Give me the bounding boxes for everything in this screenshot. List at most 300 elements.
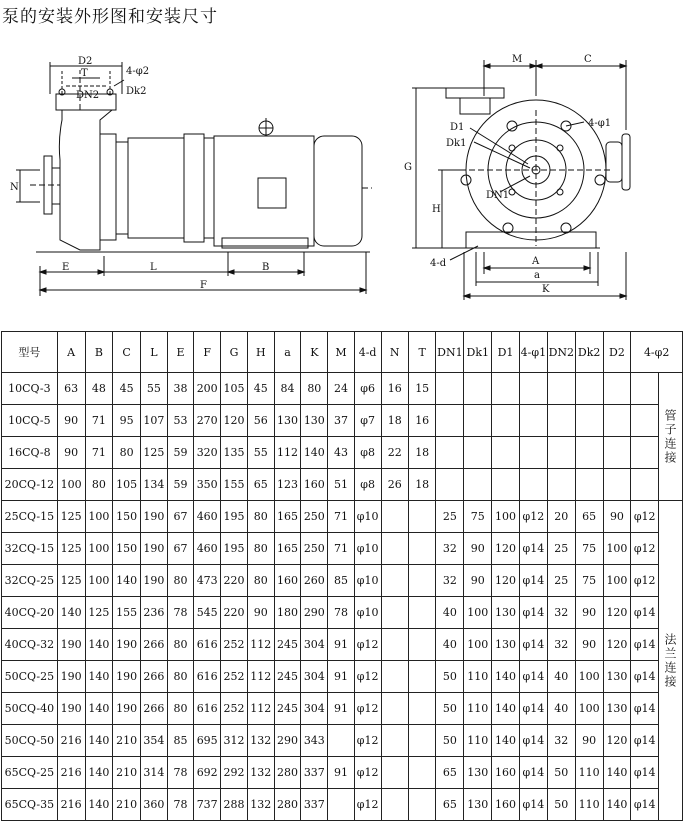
table-cell <box>328 789 355 821</box>
table-cell <box>603 469 631 501</box>
table-cell: 65 <box>247 469 274 501</box>
table-cell <box>436 437 464 469</box>
table-cell: 130 <box>301 405 328 437</box>
table-cell: 91 <box>328 757 355 789</box>
table-cell: 80 <box>247 565 274 597</box>
table-cell: φ6 <box>354 373 381 405</box>
table-cell: φ7 <box>354 405 381 437</box>
table-cell: 32CQ-25 <box>2 565 58 597</box>
table-cell: 160 <box>492 789 520 821</box>
table-cell: 304 <box>301 629 328 661</box>
label-b: B <box>262 262 270 273</box>
table-cell: 112 <box>247 693 274 725</box>
table-cell: 75 <box>575 533 603 565</box>
table-cell <box>381 693 408 725</box>
table-cell: 120 <box>492 533 520 565</box>
table-cell <box>436 405 464 437</box>
table-cell: 460 <box>194 501 221 533</box>
table-cell: 140 <box>492 725 520 757</box>
table-cell <box>492 469 520 501</box>
table-cell: 190 <box>141 565 168 597</box>
table-cell: 155 <box>221 469 248 501</box>
table-cell: 312 <box>221 725 248 757</box>
table-cell: φ14 <box>631 629 659 661</box>
table-cell: 100 <box>575 661 603 693</box>
table-cell: φ14 <box>519 533 547 565</box>
header-dk1: Dk1 <box>464 332 492 373</box>
table-cell: 110 <box>575 757 603 789</box>
table-cell: 100 <box>85 565 113 597</box>
table-cell: 100 <box>85 533 113 565</box>
end-view-labels <box>404 54 611 295</box>
table-cell: 71 <box>328 501 355 533</box>
table-cell: 210 <box>113 725 141 757</box>
table-cell: 130 <box>464 789 492 821</box>
table-row <box>2 693 683 725</box>
table-cell: 132 <box>247 757 274 789</box>
label-n: N <box>10 182 19 193</box>
table-cell: 90 <box>57 437 85 469</box>
header-a: A <box>57 332 85 373</box>
table-cell: 545 <box>194 597 221 629</box>
table-cell: 65 <box>436 789 464 821</box>
table-cell: 91 <box>328 661 355 693</box>
table-cell <box>575 469 603 501</box>
table-cell: 32CQ-15 <box>2 533 58 565</box>
table-cell: 50 <box>436 725 464 757</box>
table-row <box>2 661 683 693</box>
table-cell: 110 <box>464 693 492 725</box>
table-cell: φ14 <box>631 597 659 629</box>
table-cell: 125 <box>57 533 85 565</box>
label-a-upper: A <box>532 256 540 267</box>
table-cell: 40 <box>547 693 575 725</box>
table-cell <box>408 661 435 693</box>
table-cell: 71 <box>85 405 113 437</box>
table-cell: φ12 <box>354 725 381 757</box>
table-cell <box>381 501 408 533</box>
table-cell: 78 <box>167 757 194 789</box>
table-cell: 737 <box>194 789 221 821</box>
table-cell: 25 <box>436 501 464 533</box>
table-cell: 245 <box>274 693 301 725</box>
table-cell <box>381 661 408 693</box>
table-cell: 160 <box>492 757 520 789</box>
table-cell: 195 <box>221 501 248 533</box>
table-cell <box>408 725 435 757</box>
table-cell: 80 <box>167 661 194 693</box>
table-cell: 10CQ-3 <box>2 373 58 405</box>
table-cell: 50 <box>436 693 464 725</box>
table-cell <box>631 373 659 405</box>
table-row <box>2 437 683 469</box>
table-cell <box>575 373 603 405</box>
table-cell: φ12 <box>354 661 381 693</box>
table-cell: 90 <box>575 629 603 661</box>
table-cell: 25 <box>547 533 575 565</box>
table-cell: 100 <box>57 469 85 501</box>
table-cell: 90 <box>464 565 492 597</box>
table-body <box>2 373 683 821</box>
label-l: L <box>150 262 157 273</box>
table-cell: 304 <box>301 693 328 725</box>
table-cell: 140 <box>603 757 631 789</box>
table-cell: 292 <box>221 757 248 789</box>
table-cell: 50 <box>547 789 575 821</box>
table-cell: 130 <box>603 661 631 693</box>
table-cell: 314 <box>141 757 168 789</box>
table-cell: 210 <box>113 789 141 821</box>
table-cell <box>492 405 520 437</box>
table-cell: 40CQ-32 <box>2 629 58 661</box>
label-d2: D2 <box>78 56 93 67</box>
table-cell: 120 <box>221 405 248 437</box>
table-cell: φ10 <box>354 501 381 533</box>
table-cell: 80 <box>85 469 113 501</box>
table-cell: 160 <box>274 565 301 597</box>
table-cell: 130 <box>492 629 520 661</box>
table-cell: 165 <box>274 501 301 533</box>
table-cell: φ12 <box>631 565 659 597</box>
header-d2: D2 <box>603 332 631 373</box>
table-cell: 112 <box>247 661 274 693</box>
table-cell: 24 <box>328 373 355 405</box>
table-cell: φ14 <box>631 725 659 757</box>
table-cell <box>631 469 659 501</box>
table-cell: 91 <box>328 629 355 661</box>
table-cell: 78 <box>167 597 194 629</box>
table-cell: 216 <box>57 725 85 757</box>
table-cell <box>408 693 435 725</box>
table-cell: 59 <box>167 437 194 469</box>
side-view <box>16 62 372 296</box>
table-cell <box>436 373 464 405</box>
table-header-row <box>2 332 683 373</box>
table-cell: 75 <box>575 565 603 597</box>
table-cell: 110 <box>575 789 603 821</box>
table-cell: 100 <box>464 629 492 661</box>
table-cell: 280 <box>274 757 301 789</box>
installation-dimension-table <box>1 331 683 821</box>
table-cell: 140 <box>603 789 631 821</box>
table-cell: 616 <box>194 661 221 693</box>
table-cell: φ8 <box>354 469 381 501</box>
table-cell: 50 <box>436 661 464 693</box>
table-cell <box>603 373 631 405</box>
table-cell: 616 <box>194 693 221 725</box>
table-cell: 40 <box>547 661 575 693</box>
label-c: C <box>584 54 592 65</box>
table-cell: 15 <box>408 373 435 405</box>
table-cell: 692 <box>194 757 221 789</box>
table-cell: 18 <box>381 405 408 437</box>
table-cell <box>381 565 408 597</box>
table-cell: 190 <box>141 533 168 565</box>
table-cell: 130 <box>464 757 492 789</box>
header-h: H <box>247 332 274 373</box>
table-cell <box>547 373 575 405</box>
side-view-labels <box>10 56 269 291</box>
table-cell: 266 <box>141 693 168 725</box>
table-cell: 134 <box>141 469 168 501</box>
table-cell: 350 <box>194 469 221 501</box>
table-cell: 85 <box>328 565 355 597</box>
table-cell: 50CQ-50 <box>2 725 58 757</box>
table-cell: 78 <box>167 789 194 821</box>
table-cell: 245 <box>274 661 301 693</box>
table-cell: 190 <box>57 629 85 661</box>
table-cell: 65CQ-35 <box>2 789 58 821</box>
header-4-d: 4-d <box>354 332 381 373</box>
table-cell: 65CQ-25 <box>2 757 58 789</box>
table-cell: 140 <box>492 661 520 693</box>
table-cell: 80 <box>301 373 328 405</box>
header-d1: D1 <box>492 332 520 373</box>
label-t: T <box>81 68 88 79</box>
table-cell: 40 <box>436 629 464 661</box>
table-cell: 165 <box>274 533 301 565</box>
connection-label-flange: 法兰连接 <box>659 501 683 821</box>
table-cell: 75 <box>464 501 492 533</box>
header-dk2: Dk2 <box>575 332 603 373</box>
table-cell: 51 <box>328 469 355 501</box>
table-cell: 50 <box>547 757 575 789</box>
table-cell: 132 <box>247 789 274 821</box>
table-cell: 100 <box>603 565 631 597</box>
table-cell: 250 <box>301 533 328 565</box>
table-cell: φ12 <box>354 789 381 821</box>
table-cell: 56 <box>247 405 274 437</box>
table-cell: 38 <box>167 373 194 405</box>
table-cell: 288 <box>221 789 248 821</box>
table-cell <box>381 789 408 821</box>
table-cell: 150 <box>113 533 141 565</box>
label-d1: D1 <box>450 122 465 133</box>
table-cell: 123 <box>274 469 301 501</box>
table-cell: φ14 <box>631 789 659 821</box>
table-cell: 354 <box>141 725 168 757</box>
table-cell <box>408 501 435 533</box>
table-cell: 140 <box>57 597 85 629</box>
table-cell: 78 <box>328 597 355 629</box>
table-cell: 32 <box>547 725 575 757</box>
table-cell: 105 <box>113 469 141 501</box>
table-cell: 190 <box>113 693 141 725</box>
table-cell: 473 <box>194 565 221 597</box>
table-cell: 84 <box>274 373 301 405</box>
table-row <box>2 405 683 437</box>
table-cell: 130 <box>603 693 631 725</box>
table-cell: 40CQ-20 <box>2 597 58 629</box>
table-cell: φ14 <box>519 725 547 757</box>
table-cell: 252 <box>221 661 248 693</box>
table-cell: 460 <box>194 533 221 565</box>
table-cell: 80 <box>167 693 194 725</box>
table-cell: 18 <box>408 437 435 469</box>
table-cell: φ10 <box>354 597 381 629</box>
table-cell: 50CQ-40 <box>2 693 58 725</box>
header-l: L <box>141 332 168 373</box>
table-cell: 45 <box>113 373 141 405</box>
table-cell: 100 <box>603 533 631 565</box>
table-cell: 236 <box>141 597 168 629</box>
table-cell: 130 <box>274 405 301 437</box>
header-m: M <box>328 332 355 373</box>
table-cell: 80 <box>167 629 194 661</box>
table-cell: 320 <box>194 437 221 469</box>
table-cell: 71 <box>85 437 113 469</box>
table-cell: 110 <box>464 661 492 693</box>
table-cell: 25 <box>547 565 575 597</box>
label-dn2: DN2 <box>76 90 100 101</box>
table-cell: φ14 <box>519 757 547 789</box>
table-cell: 125 <box>85 597 113 629</box>
table-cell: 32 <box>436 565 464 597</box>
label-f: F <box>200 280 207 291</box>
label-a-lower: a <box>534 270 540 281</box>
table-cell: 190 <box>57 693 85 725</box>
table-cell: 20 <box>547 501 575 533</box>
table-cell: 190 <box>141 501 168 533</box>
table-cell <box>464 373 492 405</box>
table-cell <box>464 469 492 501</box>
table-cell: 290 <box>274 725 301 757</box>
header-g: G <box>221 332 248 373</box>
table-cell <box>603 437 631 469</box>
table-cell: 160 <box>301 469 328 501</box>
table-cell: 140 <box>492 693 520 725</box>
table-row <box>2 565 683 597</box>
table-cell <box>631 405 659 437</box>
table-cell: 45 <box>247 373 274 405</box>
table-cell: 252 <box>221 693 248 725</box>
table-cell: 190 <box>113 661 141 693</box>
table-cell <box>328 725 355 757</box>
table-cell: 120 <box>603 725 631 757</box>
table-cell <box>408 789 435 821</box>
table-cell: 180 <box>274 597 301 629</box>
table-cell <box>519 469 547 501</box>
table-cell: 100 <box>85 501 113 533</box>
table-cell: 195 <box>221 533 248 565</box>
table-cell: 16 <box>408 405 435 437</box>
table-cell: 59 <box>167 469 194 501</box>
table-cell <box>547 469 575 501</box>
table-cell: 80 <box>247 533 274 565</box>
table-cell <box>519 373 547 405</box>
table-cell <box>408 597 435 629</box>
label-e: E <box>62 262 70 273</box>
table-cell <box>603 405 631 437</box>
table-cell: 37 <box>328 405 355 437</box>
table-cell: 216 <box>57 757 85 789</box>
table-cell: 120 <box>492 565 520 597</box>
table-cell: 16 <box>381 373 408 405</box>
table-cell: 25CQ-15 <box>2 501 58 533</box>
table-cell <box>381 597 408 629</box>
table-row <box>2 533 683 565</box>
table-cell: 32 <box>436 533 464 565</box>
table-cell: 120 <box>603 629 631 661</box>
header-model: 型号 <box>2 332 58 373</box>
table-cell: 343 <box>301 725 328 757</box>
table-cell: 40 <box>436 597 464 629</box>
table-cell: 112 <box>274 437 301 469</box>
table-cell: 130 <box>492 597 520 629</box>
table-cell: 16CQ-8 <box>2 437 58 469</box>
table-cell <box>408 629 435 661</box>
table-cell: φ14 <box>519 661 547 693</box>
pump-installation-drawing <box>0 30 683 330</box>
table-cell: 140 <box>85 629 113 661</box>
table-cell: φ10 <box>354 565 381 597</box>
table-cell: 266 <box>141 661 168 693</box>
table-cell: 360 <box>141 789 168 821</box>
label-dn1: DN1 <box>486 190 510 201</box>
table-cell: 190 <box>57 661 85 693</box>
table-cell: 125 <box>57 501 85 533</box>
table-cell: 43 <box>328 437 355 469</box>
header-n: N <box>381 332 408 373</box>
table-cell: 135 <box>221 437 248 469</box>
table-row <box>2 373 683 405</box>
table-cell: φ12 <box>354 629 381 661</box>
table-row <box>2 501 683 533</box>
table-cell: φ12 <box>354 693 381 725</box>
table-cell: 10CQ-5 <box>2 405 58 437</box>
table-cell: 90 <box>247 597 274 629</box>
table-cell: 190 <box>113 629 141 661</box>
header-k: K <box>301 332 328 373</box>
table-cell <box>408 565 435 597</box>
table-cell <box>492 373 520 405</box>
table-cell: 260 <box>301 565 328 597</box>
table-cell: φ14 <box>631 661 659 693</box>
table-cell: 67 <box>167 501 194 533</box>
table-cell: φ14 <box>631 693 659 725</box>
table-cell <box>381 533 408 565</box>
table-cell: 252 <box>221 629 248 661</box>
table-cell <box>436 469 464 501</box>
header-t: T <box>408 332 435 373</box>
table-cell: 80 <box>167 565 194 597</box>
table-cell: 216 <box>57 789 85 821</box>
table-cell <box>408 533 435 565</box>
label-k: K <box>542 284 550 295</box>
table-cell: 26 <box>381 469 408 501</box>
table-cell: 150 <box>113 501 141 533</box>
table-cell: 112 <box>247 629 274 661</box>
table-cell: 140 <box>85 789 113 821</box>
table-cell: 140 <box>85 725 113 757</box>
table-cell: 250 <box>301 501 328 533</box>
table-cell: 90 <box>603 501 631 533</box>
table-cell: 132 <box>247 725 274 757</box>
table-cell: 304 <box>301 661 328 693</box>
table-cell <box>631 437 659 469</box>
header-4-phi1: 4-φ1 <box>519 332 547 373</box>
table-cell: 120 <box>603 597 631 629</box>
table-row <box>2 789 683 821</box>
table-cell: 90 <box>464 533 492 565</box>
table-cell: 220 <box>221 597 248 629</box>
table-cell: 48 <box>85 373 113 405</box>
table-cell: 55 <box>247 437 274 469</box>
page-title: 泵的安装外形图和安装尺寸 <box>2 7 218 27</box>
table-row <box>2 597 683 629</box>
table-cell: 140 <box>85 757 113 789</box>
header-e: E <box>167 332 194 373</box>
